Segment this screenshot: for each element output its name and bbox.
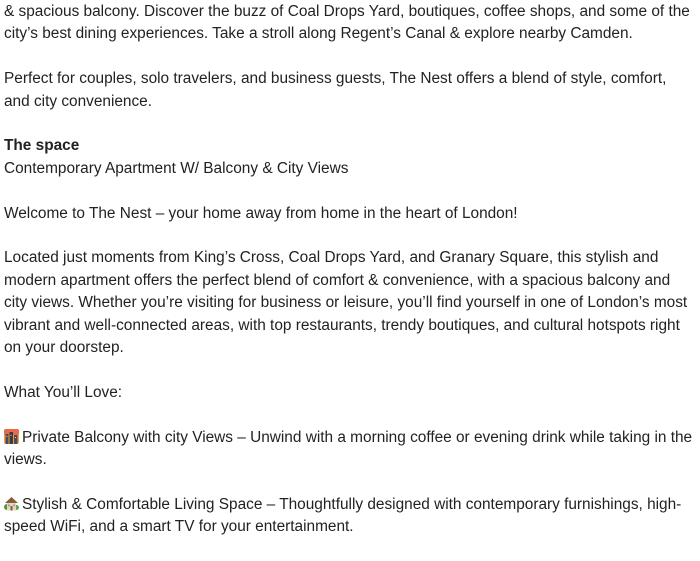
location-paragraph: Located just moments from King’s Cross, Coal Drops Yard, and Granary Square, this stylish and modern apartment offers the perfect blend of comfort & convenience, with a spacious balcony and city views. Whether you’re visiting for business or leisure, you’ll find yourself in one of London’s most vibrant and well-connected areas, with top restaurants, trendy boutiques, and cultural hotspots right on your doorstep. [4,249,688,357]
city-sunset-icon [4,429,19,444]
listing-description [4,1,694,561]
space-section [4,135,694,180]
space-heading: The space [4,137,80,155]
space-subtitle: Contemporary Apartment W/ Balcony & City Views [4,159,349,177]
welcome-paragraph: Welcome to The Nest – your home away from home in the heart of London! [4,204,518,222]
audience-paragraph: Perfect for couples, solo travelers, and business guests, The Nest offers a blend of style, comfort, and city convenience. [4,70,667,110]
feature-text-balcony: Private Balcony with city Views – Unwind with a morning coffee or evening drink while taking in the views. [4,428,693,469]
love-heading: What You’ll Love: [4,383,123,401]
feature-item-balcony [4,427,694,472]
feature-text-living-space: Stylish & Comfortable Living Space – Thoughtfully designed with contemporary furnishings, high-speed WiFi, and a smart TV for your entertainment. [4,495,682,536]
intro-paragraph: & spacious balcony. Discover the buzz of Coal Drops Yard, boutiques, coffee shops, and some of the city’s best dining experiences. Take a stroll along Regent’s Canal & explore nearby Camden. [4,3,690,43]
feature-item-living-space [4,494,694,539]
house-garden-icon [4,496,19,511]
